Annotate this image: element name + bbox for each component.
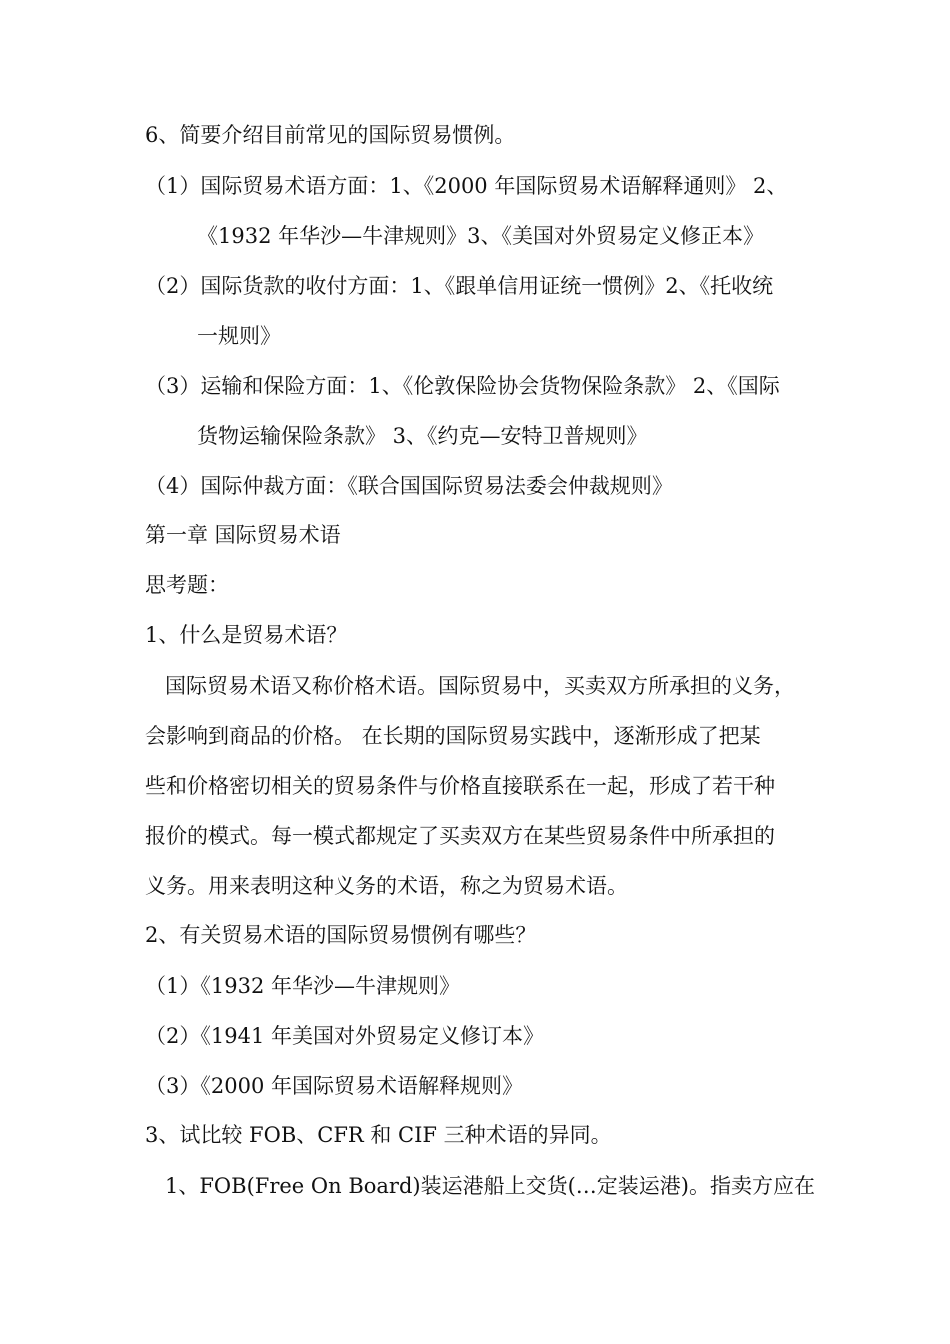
answer-6-item-3-cont: 货物运输保险条款》 3、《约克—安特卫普规则》 [197, 424, 648, 448]
answer-2-item-3: （3）《2000 年国际贸易术语解释规则》 [145, 1074, 523, 1098]
question-6-heading: 6、简要介绍目前常见的国际贸易惯例。 [145, 123, 516, 147]
answer-6-item-2: （2）国际货款的收付方面：1、《跟单信用证统一惯例》2、《托收统 [145, 274, 774, 298]
question-3-heading: 3、试比较 FOB、CFR 和 CIF 三种术语的异同。 [145, 1123, 612, 1147]
answer-1-paragraph-line-1: 国际贸易术语又称价格术语。国际贸易中，买卖双方所承担的义务， [165, 674, 795, 698]
answer-1-paragraph-line-2: 会影响到商品的价格。 在长期的国际贸易实践中，逐渐形成了把某 [145, 724, 761, 748]
answer-1-paragraph-line-4: 报价的模式。每一模式都规定了买卖双方在某些贸易条件中所承担的 [145, 824, 775, 848]
answer-6-item-4: （4）国际仲裁方面：《联合国国际贸易法委会仲裁规则》 [145, 474, 673, 498]
answer-6-item-3: （3）运输和保险方面：1、《伦敦保险协会货物保险条款》 2、《国际 [145, 374, 780, 398]
answer-6-item-2-cont: 一规则》 [197, 324, 281, 348]
exercise-heading: 思考题： [145, 573, 229, 597]
chapter-title: 第一章 国际贸易术语 [145, 523, 341, 547]
question-1-heading: 1、什么是贸易术语？ [145, 623, 348, 647]
answer-6-item-1: （1）国际贸易术语方面：1、《2000 年国际贸易术语解释通则》 2、 [145, 174, 788, 198]
answer-2-item-2: （2）《1941 年美国对外贸易定义修订本》 [145, 1024, 544, 1048]
answer-3-line-1: 1、FOB(Free On Board)装运港船上交货(…定装运港)。指卖方应在 [165, 1174, 815, 1198]
answer-1-paragraph-line-5: 义务。用来表明这种义务的术语，称之为贸易术语。 [145, 874, 628, 898]
answer-6-item-1-cont: 《1932 年华沙—牛津规则》3、《美国对外贸易定义修正本》 [197, 224, 764, 248]
answer-2-item-1: （1）《1932 年华沙—牛津规则》 [145, 974, 460, 998]
answer-1-paragraph-line-3: 些和价格密切相关的贸易条件与价格直接联系在一起，形成了若干种 [145, 774, 775, 798]
question-2-heading: 2、有关贸易术语的国际贸易惯例有哪些？ [145, 923, 537, 947]
